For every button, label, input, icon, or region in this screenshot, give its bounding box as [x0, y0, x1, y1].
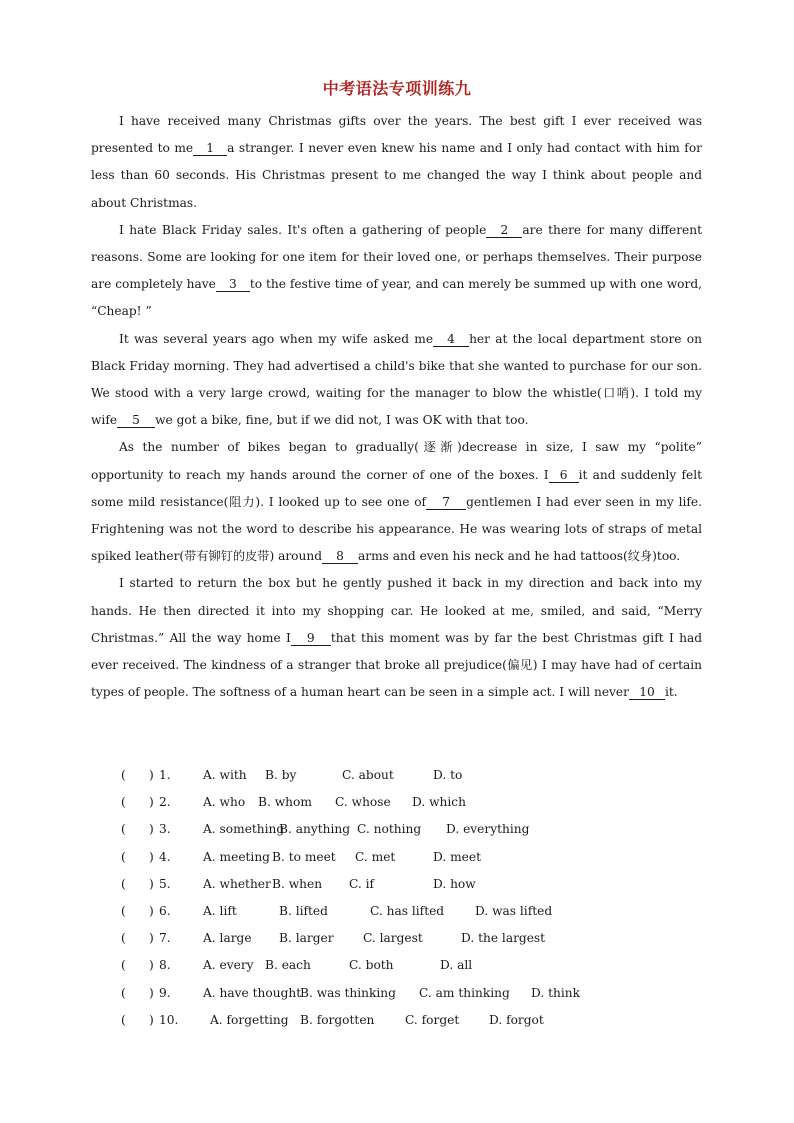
question-row — [91, 844, 711, 871]
option-b: B. by — [265, 768, 297, 782]
option-a: A. lift — [203, 903, 237, 918]
question-row — [91, 762, 711, 789]
option-a: A. whether — [203, 876, 271, 891]
option-c: C. largest — [363, 931, 423, 946]
answer-parentheses: ( ) — [121, 931, 154, 946]
option-d: D. the largest — [461, 931, 546, 946]
blank-5: 5 — [117, 413, 155, 428]
question-number: 10. — [159, 1012, 179, 1027]
question-number: 8. — [159, 958, 171, 973]
option-c: C. if — [349, 876, 375, 891]
paragraph-3: It was several years ago when my wife asked me 4 her at the local department store on Black Friday morning. They had advertised a child's bike that she wanted to purchase for our son. We stood with a very large crowd, waiting for the manager to blow the whistle(口哨). I told my wife 5 we got a bike, fine, but if we did not, I was OK with that too. — [91, 331, 702, 428]
paragraph-5: I started to return the box but he gently pushed it back in my direction and back into my hands. He then directed it into my shopping car. He looked at me, smiled, and said, “Merry Christmas.” All the way home I 9 that this moment was by far the best Christmas gift I had ever received. The kindness of a stranger that broke all prejudice(偏见) I may have had of certain types of people. The softness of a human heart can be seen in a simple act. I will never 10 it. — [91, 576, 703, 700]
question-row — [91, 980, 711, 1007]
option-a: A. something — [203, 822, 285, 837]
question-row — [91, 871, 711, 898]
option-c: C. nothing — [357, 822, 422, 837]
option-c: C. whose — [335, 795, 391, 810]
option-d: D. meet — [433, 849, 481, 864]
option-d: D. forgot — [489, 1012, 544, 1027]
answer-parentheses: ( ) — [121, 768, 154, 782]
question-list — [91, 762, 711, 1034]
question-row — [91, 1007, 711, 1034]
option-b: B. to meet — [272, 849, 336, 864]
paragraph-1: I have received many Christmas gifts over the years. The best gift I ever received was presented to me 1 a stranger. I never even knew his name and I only had contact with him for less than 60 seconds. His Christmas present to me changed the way I think about people and about Christmas. — [91, 114, 702, 210]
answer-parentheses: ( ) — [121, 958, 154, 973]
option-b: B. larger — [279, 931, 334, 946]
paragraph-4: As the number of bikes began to gradually(逐渐)decrease in size, I saw my “polite” opportunity to reach my hands around the corner of one of the boxes. I 6 it and suddenly felt some mild resistance(阻力). I looked up to see one of 7 gentlemen I had ever seen in my life. Frightening was not the word to describe his appearance. He was wearing lots of straps of metal spiked leather(带有铆钉的皮带) around 8 arms and even his neck and he had tattoos(纹身)too. — [91, 440, 703, 564]
question-row — [91, 898, 711, 925]
question-row — [91, 789, 711, 816]
option-b: B. anything — [279, 822, 351, 837]
answer-parentheses: ( ) — [121, 903, 154, 918]
paragraph-2: I hate Black Friday sales. It's often a gathering of people 2 are there for many different reasons. Some are looking for one item for their loved one, or perhaps themselves. Their purpose are completely have 3 to the festive time of year, and can merely be summed up with one word, “Cheap! ” — [91, 222, 702, 319]
option-d: D. which — [412, 795, 466, 810]
blank-1: 1 — [193, 141, 227, 156]
blank-3: 3 — [216, 277, 250, 292]
question-number: 3. — [159, 822, 171, 837]
option-d: D. all — [440, 958, 473, 973]
blank-7: 7 — [426, 495, 466, 510]
answer-parentheses: ( ) — [121, 849, 154, 864]
option-d: D. to — [433, 768, 463, 782]
blank-2: 2 — [486, 223, 522, 238]
answer-parentheses: ( ) — [121, 1012, 154, 1027]
option-a: A. meeting — [203, 849, 270, 864]
reading-passage — [91, 108, 702, 706]
question-number: 5. — [159, 876, 171, 891]
question-number: 7. — [159, 931, 171, 946]
document-title: 中考语法专项训练九 — [322, 79, 472, 98]
blank-8: 8 — [322, 549, 358, 564]
answer-parentheses: ( ) — [121, 876, 154, 891]
answer-parentheses: ( ) — [121, 795, 154, 810]
question-row — [91, 816, 711, 843]
answer-parentheses: ( ) — [121, 822, 154, 837]
question-number: 6. — [159, 903, 171, 918]
option-a: A. forgetting — [210, 1012, 289, 1027]
blank-6: 6 — [549, 468, 579, 483]
option-a: A. have thought — [203, 985, 302, 1000]
question-number: 2. — [159, 795, 171, 810]
option-b: B. each — [265, 958, 311, 973]
option-c: C. forget — [405, 1012, 460, 1027]
question-number: 1. — [159, 768, 171, 782]
question-row — [91, 925, 711, 952]
option-b: B. lifted — [279, 903, 328, 918]
option-d: D. think — [531, 985, 580, 1000]
option-b: B. whom — [258, 795, 312, 810]
option-d: D. how — [433, 876, 476, 891]
option-b: B. when — [272, 876, 323, 891]
option-d: D. was lifted — [475, 903, 553, 918]
option-c: C. am thinking — [419, 985, 510, 1000]
option-c: C. both — [349, 958, 394, 973]
option-a: A. every — [203, 958, 254, 973]
blank-10: 10 — [629, 685, 665, 700]
option-b: B. was thinking — [300, 985, 396, 1000]
option-c: C. about — [342, 768, 394, 782]
blank-4: 4 — [433, 332, 469, 347]
option-a: A. with — [203, 768, 247, 782]
option-c: C. has lifted — [370, 903, 445, 918]
question-number: 4. — [159, 849, 171, 864]
option-c: C. met — [355, 849, 396, 864]
option-d: D. everything — [446, 822, 530, 837]
option-b: B. forgotten — [300, 1012, 375, 1027]
answer-parentheses: ( ) — [121, 985, 154, 1000]
blank-9: 9 — [291, 631, 331, 646]
option-a: A. large — [203, 931, 252, 946]
option-a: A. who — [203, 795, 246, 810]
question-row — [91, 952, 711, 979]
question-number: 9. — [159, 985, 171, 1000]
